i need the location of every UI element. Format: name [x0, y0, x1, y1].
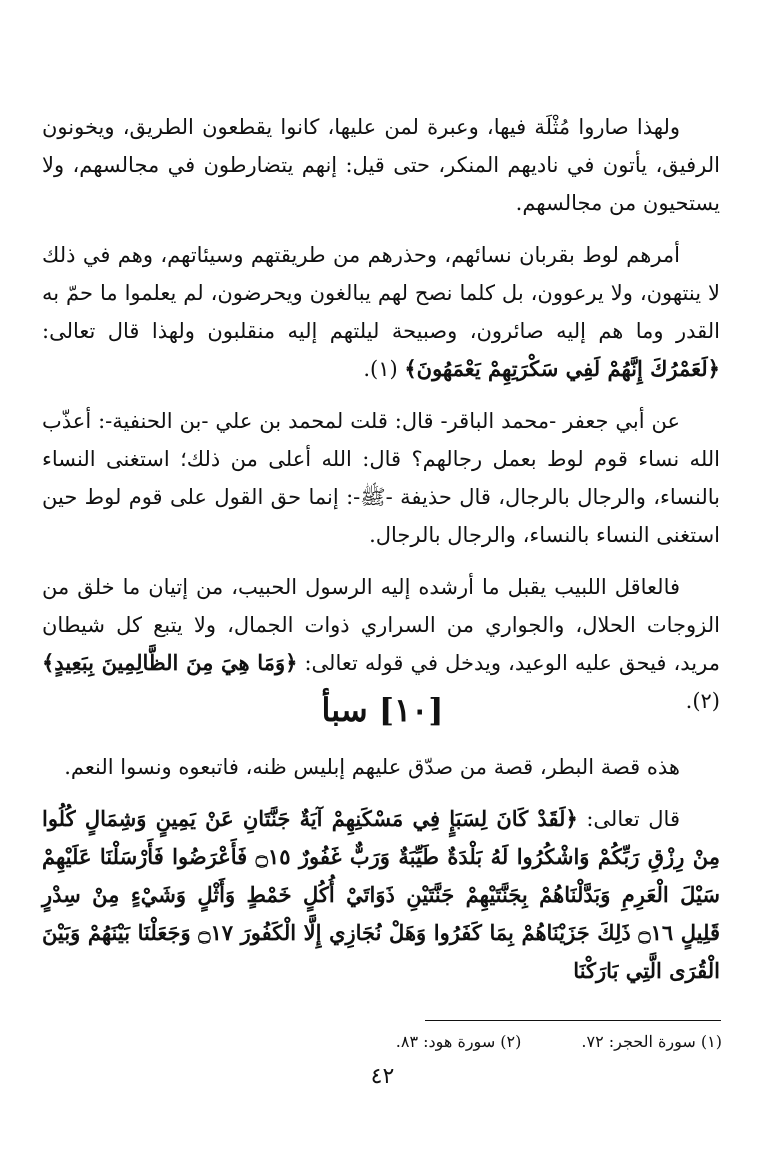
quran-verse-hud: ﴿وَمَا هِيَ مِنَ الظَّالِمِينَ بِبَعِيدٍ﴾ — [42, 650, 298, 675]
paragraph-1: ولهذا صاروا مُثْلَة فيها، وعبرة لمن عليها، كانوا يقطعون الطريق، ويخونون الرفيق، يأتون في ناديهم المنكر، حتى قيل: إنهم يتضارطون في مجالسهم، ولا يستحيون من مجالسهم. — [42, 115, 720, 215]
footnotes — [210, 1030, 722, 1054]
paragraph-3: عن أبي جعفر -محمد الباقر- قال: قلت لمحمد بن علي -بن الحنفية-: أعذّب الله نساء قوم لوط بعمل رجالهم؟ قال: الله أعلى من ذلك؛ استغنى النساء بالنساء، والرجال بالرجال، قال حذيفة -ﷺ-: إنما حق القول على قوم لوط حين استغنى النساء بالنساء، والرجال بالرجال. — [42, 409, 720, 547]
footnote-ref-1: (١). — [363, 357, 398, 381]
text-block-bottom — [42, 748, 720, 1004]
footnote-ref-2: (٢). — [685, 689, 720, 713]
paragraph-5: هذه قصة البطر، قصة من صدّق عليهم إبليس ظنه، فاتبعوه ونسوا النعم. — [64, 755, 680, 779]
text-block-top — [42, 108, 720, 734]
footnote-1: (١) سورة الحجر: ٧٢. — [581, 1032, 722, 1051]
page-number: ٤٢ — [370, 1064, 395, 1089]
paragraph-2-text: أمرهم لوط بقربان نسائهم، وحذرهم من طريقتهم وسيئاتهم، وهم في ذلك لا ينتهون، ولا يرعوون، بل كلما نصح لهم يبالغون ويحرضون، لم يعلموا ما حمّ به القدر وما هم إليه صائرون، وصبيحة ليلتهم إليه منقلبون ولهذا قال تعالى: — [42, 243, 720, 343]
footnote-2: (٢) سورة هود: ٨٣. — [395, 1032, 522, 1051]
paragraph-6-text: قال تعالى: — [577, 807, 680, 831]
quran-verse-saba: ﴿لَقَدْ كَانَ لِسَبَإٍ فِي مَسْكَنِهِمْ آيَةٌ جَنَّتَانِ عَنْ يَمِينٍ وَشِمَالٍ كُلُوا مِنْ رِزْقِ رَبِّكُمْ وَاشْكُرُوا لَهُ بَلْدَةٌ طَيِّبَةٌ وَرَبٌّ غَفُورٌ ۝١٥ فَأَعْرَضُوا فَأَرْسَلْنَا عَلَيْهِمْ سَيْلَ الْعَرِمِ وَبَدَّلْنَاهُمْ بِجَنَّتَيْهِمْ جَنَّتَيْنِ ذَوَاتَيْ أُكُلٍ خَمْطٍ وَأَثْلٍ وَشَيْءٍ مِنْ سِدْرٍ قَلِيلٍ ۝١٦ ذَلِكَ جَزَيْنَاهُمْ بِمَا كَفَرُوا وَهَلْ نُجَازِي إِلَّا الْكَفُورَ ۝١٧ وَجَعَلْنَا بَيْنَهُمْ وَبَيْنَ الْقُرَى الَّتِي بَارَكْنَا — [42, 806, 721, 983]
section-heading: [١٠] سبأ — [321, 691, 444, 729]
paragraph-2 — [42, 236, 720, 388]
quran-verse-hijr: ﴿لَعَمْرُكَ إِنَّهُمْ لَفِي سَكْرَتِهِمْ يَعْمَهُونَ﴾ — [404, 356, 720, 381]
footnote-divider — [425, 1020, 721, 1021]
paragraph-6 — [42, 800, 720, 990]
paragraph-4-text: فالعاقل اللبيب يقبل ما أرشده إليه الرسول الحبيب، من إتيان ما خلق من الزوجات الحلال، والجواري من السراري ذوات الجمال، ولا يتبع كل شيطان مريد، فيحق عليه الوعيد، ويدخل في قوله تعالى: — [42, 575, 720, 675]
